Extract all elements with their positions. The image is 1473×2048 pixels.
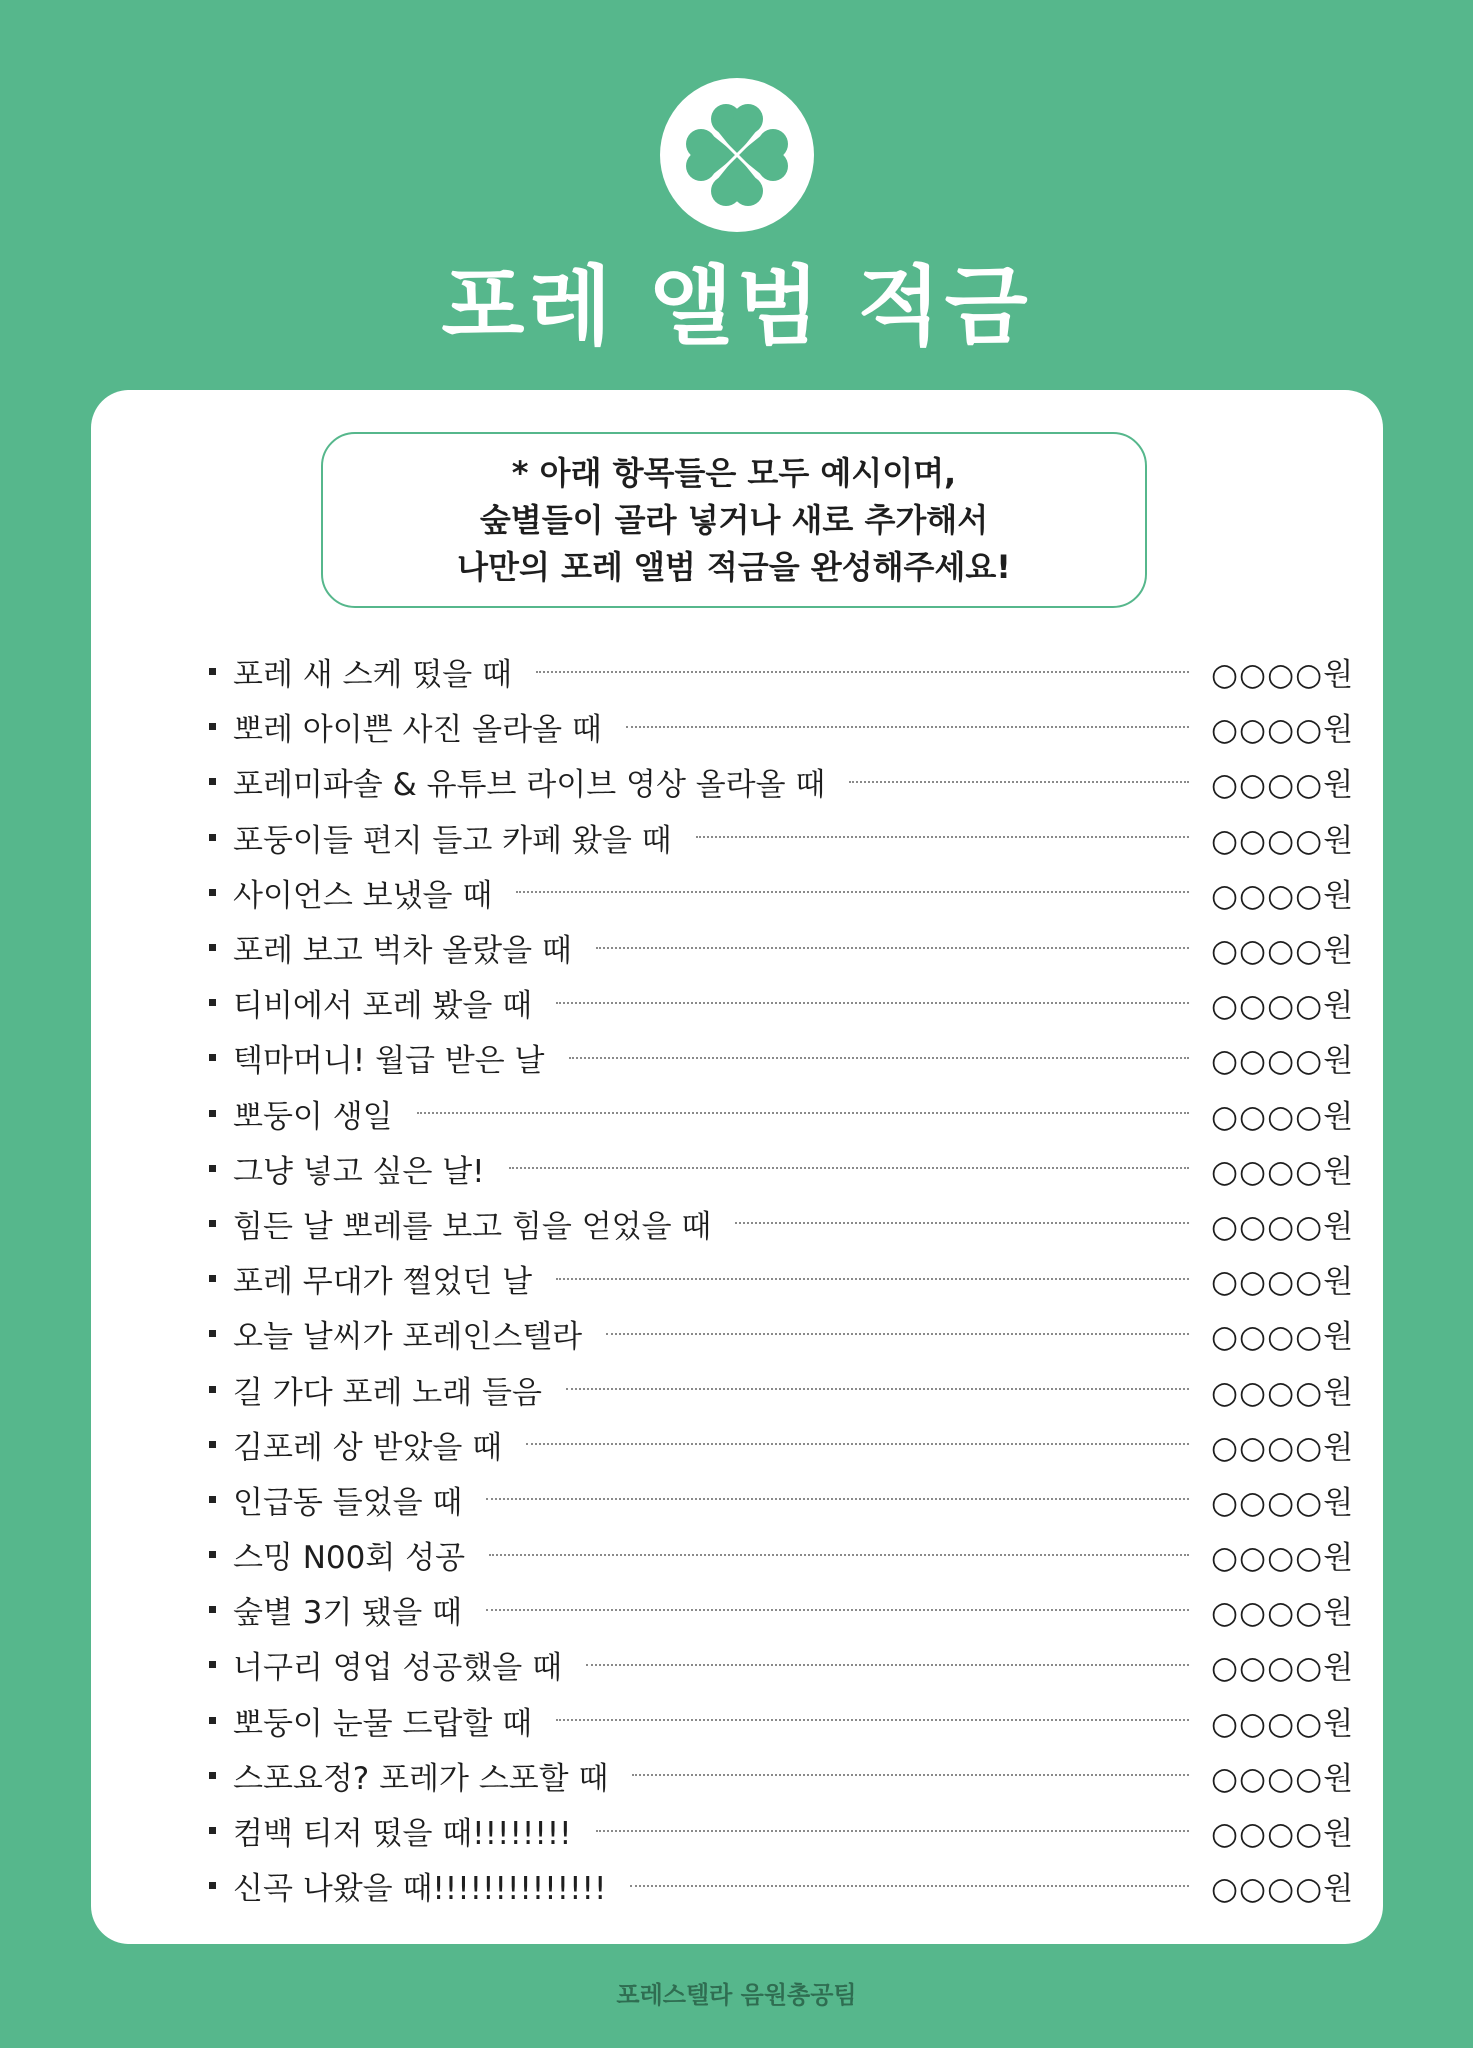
bullet-icon [209, 1551, 216, 1558]
clover-icon [660, 78, 814, 232]
notice-line: * 아래 항목들은 모두 예시이며, [511, 453, 957, 492]
savings-item-list [209, 644, 1365, 1913]
clover-logo [660, 78, 814, 232]
dotted-leader [556, 1002, 1189, 1004]
bullet-icon [209, 999, 216, 1006]
dotted-leader [626, 726, 1189, 728]
item-label: 포레 무대가 쩔었던 날 [233, 1264, 533, 1301]
savings-item [209, 810, 1365, 865]
item-label: 숲별 3기 됐을 때 [233, 1595, 462, 1632]
item-label: 신곡 나왔을 때!!!!!!!!!!!!!! [233, 1871, 607, 1908]
dotted-leader [556, 1278, 1189, 1280]
savings-card [91, 390, 1383, 1944]
savings-item [209, 1858, 1365, 1913]
bullet-icon [209, 1717, 216, 1724]
item-label: 스포요정? 포레가 스포할 때 [233, 1760, 609, 1797]
savings-item [209, 1472, 1365, 1527]
item-amount: ○○○○원 [1211, 1043, 1355, 1080]
item-amount: ○○○○원 [1211, 1540, 1355, 1577]
dotted-leader [509, 1167, 1189, 1169]
item-label: 포둥이들 편지 들고 카페 왔을 때 [233, 822, 672, 859]
dotted-leader [569, 1057, 1189, 1059]
item-amount: ○○○○원 [1211, 988, 1355, 1025]
bullet-icon [209, 1661, 216, 1668]
item-amount: ○○○○원 [1211, 1264, 1355, 1301]
item-amount: ○○○○원 [1211, 822, 1355, 859]
item-label: 스밍 N00회 성공 [233, 1540, 466, 1577]
dotted-leader [556, 1719, 1189, 1721]
item-label: 뽀둥이 생일 [233, 1098, 393, 1135]
dotted-leader [486, 1609, 1189, 1611]
footer-credit: 포레스텔라 음원총공팀 [616, 1981, 857, 2009]
item-amount: ○○○○원 [1211, 1484, 1355, 1521]
item-label: 길 가다 포레 노래 들음 [233, 1374, 542, 1411]
item-amount: ○○○○원 [1211, 933, 1355, 970]
item-label: 텍마머니! 월급 받은 날 [233, 1043, 545, 1080]
bullet-icon [209, 668, 216, 675]
item-label: 힘든 날 뽀레를 보고 힘을 얻었을 때 [233, 1208, 712, 1245]
savings-item [209, 1748, 1365, 1803]
bullet-icon [209, 889, 216, 896]
bullet-icon [209, 834, 216, 841]
savings-item [209, 1527, 1365, 1582]
page-title: 포레 앨범 적금 [441, 257, 1032, 357]
item-amount: ○○○○원 [1211, 657, 1355, 694]
bullet-icon [209, 778, 216, 785]
bullet-icon [209, 1220, 216, 1227]
item-amount: ○○○○원 [1211, 1208, 1355, 1245]
bullet-icon [209, 944, 216, 951]
dotted-leader [735, 1222, 1189, 1224]
item-label: 뽀둥이 눈물 드랍할 때 [233, 1705, 533, 1742]
savings-item [209, 975, 1365, 1030]
bullet-icon [209, 1330, 216, 1337]
dotted-leader [606, 1333, 1189, 1335]
savings-item [209, 865, 1365, 920]
item-label: 티비에서 포레 봤을 때 [233, 988, 533, 1025]
savings-item [209, 699, 1365, 754]
item-label: 뽀레 아이쁜 사진 올라올 때 [233, 712, 602, 749]
dotted-leader [596, 1830, 1189, 1832]
savings-item [209, 754, 1365, 809]
dotted-leader [526, 1443, 1189, 1445]
item-label: 포레 보고 벅차 올랐을 때 [233, 933, 572, 970]
bullet-icon [209, 1496, 216, 1503]
item-amount: ○○○○원 [1211, 767, 1355, 804]
item-amount: ○○○○원 [1211, 1760, 1355, 1797]
bullet-icon [209, 1110, 216, 1117]
savings-item [209, 1803, 1365, 1858]
savings-item [209, 1086, 1365, 1141]
dotted-leader [489, 1554, 1189, 1556]
item-amount: ○○○○원 [1211, 1098, 1355, 1135]
item-label: 김포레 상 받았을 때 [233, 1429, 503, 1466]
bullet-icon [209, 1165, 216, 1172]
notice-line: 나만의 포레 앨범 적금을 완성해주세요! [457, 547, 1011, 586]
item-amount: ○○○○원 [1211, 1429, 1355, 1466]
bullet-icon [209, 1054, 216, 1061]
bullet-icon [209, 1386, 216, 1393]
bullet-icon [209, 1275, 216, 1282]
item-label: 오늘 날씨가 포레인스텔라 [233, 1319, 583, 1356]
item-amount: ○○○○원 [1211, 877, 1355, 914]
item-label: 인급동 들었을 때 [233, 1484, 463, 1521]
dotted-leader [566, 1388, 1189, 1390]
dotted-leader [696, 836, 1189, 838]
notice-box [321, 432, 1147, 608]
item-label: 사이언스 보냈을 때 [233, 877, 493, 914]
savings-item [209, 1251, 1365, 1306]
savings-item [209, 1030, 1365, 1085]
savings-item [209, 1582, 1365, 1637]
dotted-leader [630, 1885, 1189, 1887]
savings-item [209, 1417, 1365, 1472]
item-label: 너구리 영업 성공했을 때 [233, 1650, 563, 1687]
dotted-leader [849, 781, 1189, 783]
bullet-icon [209, 723, 216, 730]
dotted-leader [536, 671, 1189, 673]
dotted-leader [596, 947, 1189, 949]
item-amount: ○○○○원 [1211, 712, 1355, 749]
item-amount: ○○○○원 [1211, 1319, 1355, 1356]
bullet-icon [209, 1606, 216, 1613]
savings-item [209, 1693, 1365, 1748]
item-amount: ○○○○원 [1211, 1595, 1355, 1632]
dotted-leader [586, 1664, 1189, 1666]
bullet-icon [209, 1772, 216, 1779]
item-amount: ○○○○원 [1211, 1871, 1355, 1908]
savings-item [209, 644, 1365, 699]
savings-item [209, 1196, 1365, 1251]
notice-line: 숲별들이 골라 넣거나 새로 추가해서 [479, 500, 989, 539]
savings-item [209, 1306, 1365, 1361]
item-amount: ○○○○원 [1211, 1816, 1355, 1853]
dotted-leader [516, 891, 1189, 893]
dotted-leader [417, 1112, 1189, 1114]
item-label: 컴백 티저 떴을 때!!!!!!!! [233, 1816, 572, 1853]
bullet-icon [209, 1882, 216, 1889]
item-amount: ○○○○원 [1211, 1650, 1355, 1687]
savings-item [209, 1637, 1365, 1692]
item-amount: ○○○○원 [1211, 1374, 1355, 1411]
item-label: 그냥 넣고 싶은 날! [233, 1153, 485, 1190]
item-label: 포레 새 스케 떴을 때 [233, 657, 512, 694]
item-amount: ○○○○원 [1211, 1705, 1355, 1742]
savings-item [209, 1361, 1365, 1416]
dotted-leader [632, 1774, 1189, 1776]
item-label: 포레미파솔 & 유튜브 라이브 영상 올라올 때 [233, 767, 826, 804]
savings-item [209, 920, 1365, 975]
bullet-icon [209, 1441, 216, 1448]
savings-item [209, 1141, 1365, 1196]
dotted-leader [486, 1498, 1189, 1500]
bullet-icon [209, 1827, 216, 1834]
item-amount: ○○○○원 [1211, 1153, 1355, 1190]
